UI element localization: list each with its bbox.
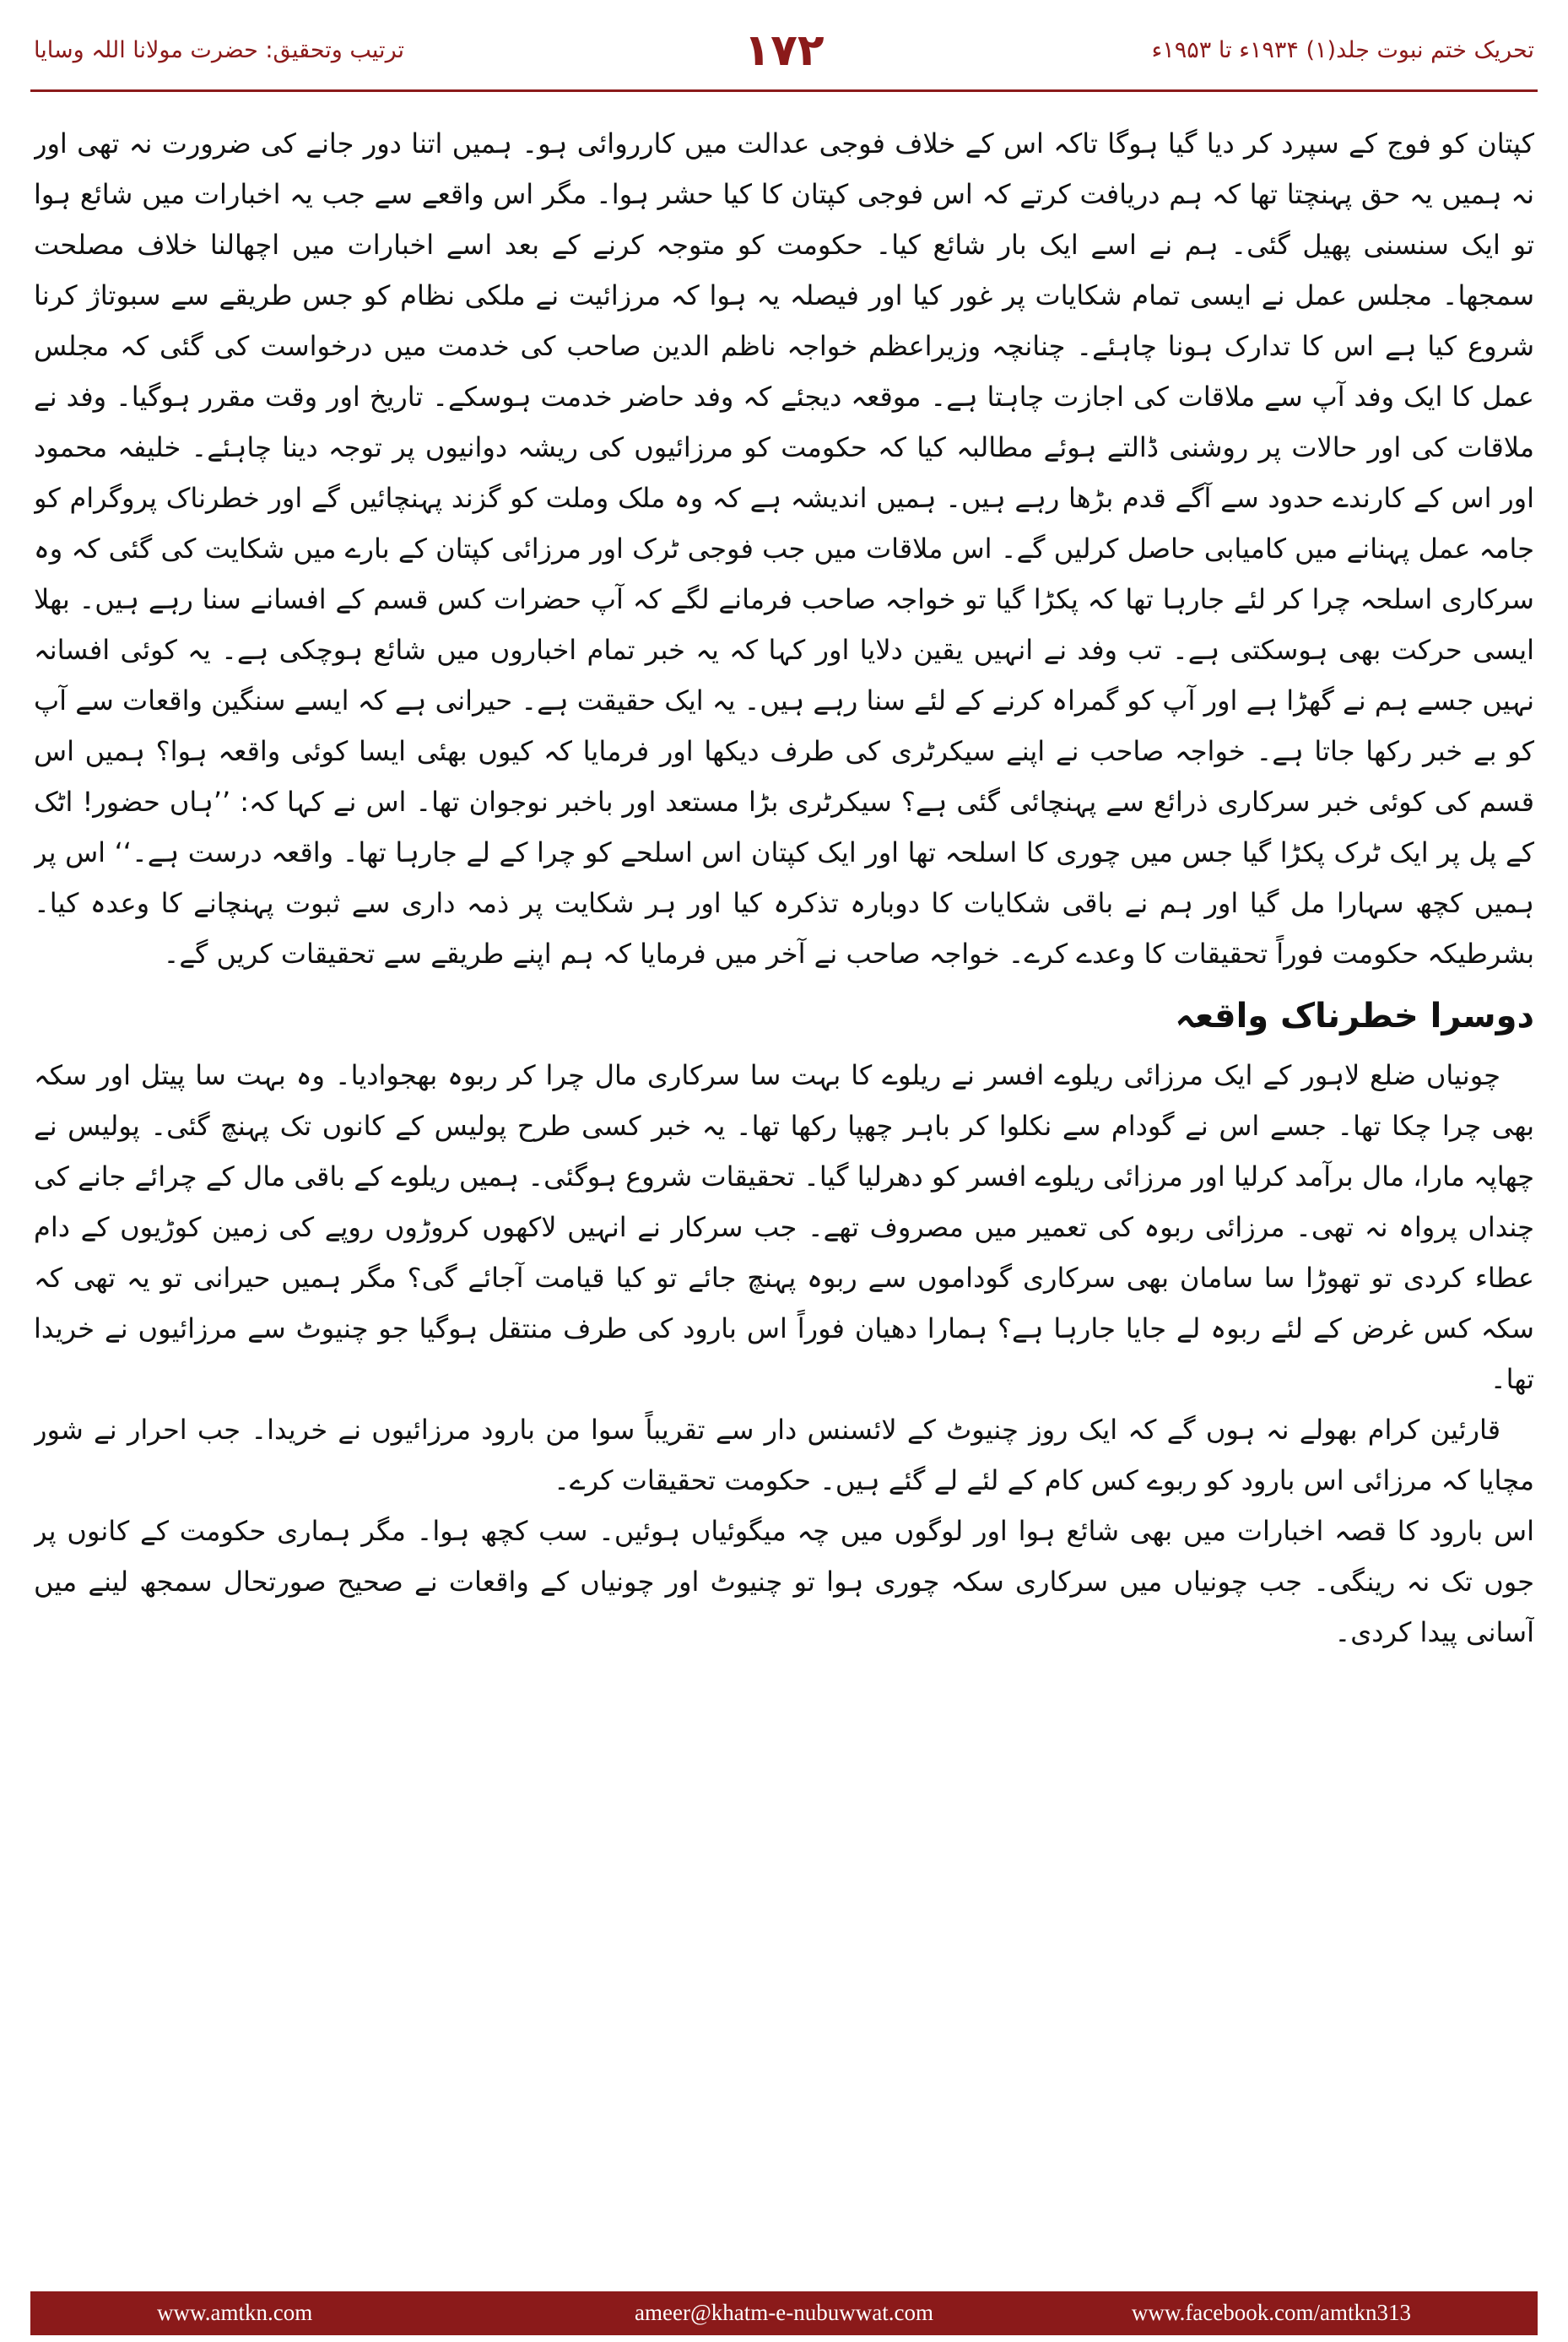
paragraph-2: چونیاں ضلع لاہور کے ایک مرزائی ریلوے افسر نے ریلوے کا بہت سا سرکاری مال چرا کر ربوہ بھجوادیا۔ وہ بہت سا پیتل اور سکہ بھی چرا چکا تھا۔ جسے اس نے گودام سے نکلوا کر باہر چھپا رکھا تھا۔ یہ خبر کسی طرح پولیس کے کانوں تک پہنچ گئی۔ پولیس نے چھاپہ مارا، مال برآمد کرلیا اور مرزائی ریلوے افسر کو دھرلیا گیا۔ تحقیقات شروع ہوگئی۔ ہمیں ریلوے کے باقی مال کے چرائے جانے کی چنداں پرواہ نہ تھی۔ مرزائی ربوہ کی تعمیر میں مصروف تھے۔ جب سرکار نے انہیں لاکھوں کروڑوں روپے کی زمین کوڑیوں کے دام عطاء کردی تو تھوڑا سا سامان بھی سرکاری گوداموں سے ربوہ پہنچ جائے تو کیا قیامت آجائے گی؟ مگر ہمیں حیرانی تو یہ تھی کہ سکہ کس غرض کے لئے ربوہ لے جایا جارہا ہے؟ ہمارا دھیان فوراً اس بارود کی طرف منتقل ہوگیا جو چنیوٹ سے مرزائیوں نے خریدا تھا۔ xyxy=(34,1059,1534,1395)
header-book-title: تحریک ختم نبوت جلد(۱) ۱۹۳۴ء تا ۱۹۵۳ء xyxy=(1151,37,1534,63)
paragraph-1: کپتان کو فوج کے سپرد کر دیا گیا ہوگا تاکہ اس کے خلاف فوجی عدالت میں کارروائی ہو۔ ہمیں اتنا دور جانے کی ضرورت نہ تھی اور نہ ہمیں یہ حق پہنچتا تھا کہ ہم دریافت کرتے کہ اس فوجی کپتان کا کیا حشر ہوا۔ مگر اس واقعے سے جب یہ اخبارات میں شائع ہوا تو ایک سنسنی پھیل گئی۔ ہم نے اسے ایک بار شائع کیا۔ حکومت کو متوجہ کرنے کے بعد اسے اخبارات میں اچھالنا خلاف مصلحت سمجھا۔ مجلس عمل نے ایسی تمام شکایات پر غور کیا اور فیصلہ یہ ہوا کہ مرزائیت نے ملکی نظام کو جس طریقے سے سبوتاژ کرنا شروع کیا ہے اس کا تدارک ہونا چاہئے۔ چنانچہ وزیراعظم خواجہ ناظم الدین صاحب کی خدمت میں درخواست کی گئی کہ مجلس عمل کا ایک وفد آپ سے ملاقات کی اجازت چاہتا ہے۔ موقعہ دیجئے کہ وفد حاضر خدمت ہوسکے۔ تاریخ اور وقت مقرر ہوگیا۔ وفد نے ملاقات کی اور حالات پر روشنی ڈالتے ہوئے مطالبہ کیا کہ حکومت کو مرزائیوں کی ریشہ دوانیوں پر توجہ دینا چاہئے۔ خلیفہ محمود اور اس کے کارندے حدود سے آگے قدم بڑھا رہے ہیں۔ ہمیں اندیشہ ہے کہ وہ ملک وملت کو گزند پہنچائیں گے اور خطرناک پروگرام کو جامہ عمل پہنانے میں کامیابی حاصل کرلیں گے۔ اس ملاقات میں جب فوجی ٹرک اور مرزائی کپتان کے بارے میں شکایت کی گئی کہ وہ سرکاری اسلحہ چرا کر لئے جارہا تھا کہ پکڑا گیا تو خواجہ صاحب فرمانے لگے کہ آپ حضرات کس قسم کے افسانے سنا رہے ہیں۔ بھلا ایسی حرکت بھی ہوسکتی ہے۔ تب وفد نے انہیں یقین دلایا اور کہا کہ یہ خبر تمام اخباروں میں شائع ہوچکی ہے۔ یہ کوئی افسانہ نہیں جسے ہم نے گھڑا ہے اور آپ کو گمراہ کرنے کے لئے سنا رہے ہیں۔ یہ ایک حقیقت ہے۔ حیرانی ہے کہ ایسے سنگین واقعات سے آپ کو بے خبر رکھا جاتا ہے۔ خواجہ صاحب نے اپنے سیکرٹری کی طرف دیکھا اور فرمایا کہ کیوں بھئی ایسا کوئی واقعہ ہوا؟ ہمیں اس قسم کی کوئی خبر سرکاری ذرائع سے پہنچائی گئی ہے؟ سیکرٹری بڑا مستعد اور باخبر نوجوان تھا۔ اس نے کہا کہ: ’’ہاں حضور! اٹک کے پل پر ایک ٹرک پکڑا گیا جس میں چوری کا اسلحہ تھا اور ایک کپتان اس اسلحے کو چرا کے لے جارہا تھا۔ واقعہ درست ہے۔‘‘ اس پر ہمیں کچھ سہارا مل گیا اور ہم نے باقی شکایات کا دوبارہ تذکرہ کیا اور ہر شکایت پر ذمہ داری سے ثبوت پہنچانے کا وعدہ کیا۔ بشرطیکہ حکومت فوراً تحقیقات کا وعدے کرے۔ خواجہ صاحب نے آخر میں فرمایا کہ ہم اپنے طریقے سے تحقیقات کریں گے۔ xyxy=(34,127,1534,970)
paragraph-3: قارئین کرام بھولے نہ ہوں گے کہ ایک روز چنیوٹ کے لائسنس دار سے تقریباً سوا من بارود مرزائیوں نے خریدا۔ جب احرار نے شور مچایا کہ مرزائی اس بارود کو ربوے کس کام کے لئے لے گئے ہیں۔ حکومت تحقیقات کرے۔ xyxy=(34,1414,1534,1496)
page-header xyxy=(34,25,1534,84)
page-number: ۱۷۲ xyxy=(743,25,825,76)
footer-facebook-link[interactable]: www.facebook.com/amtkn313 xyxy=(1131,2300,1411,2325)
page-body xyxy=(34,118,1534,2220)
page-footer xyxy=(30,2291,1538,2335)
header-compiler: ترتیب وتحقیق: حضرت مولانا اللہ وسایا xyxy=(34,37,404,63)
section-heading: دوسرا خطرناک واقعہ xyxy=(1175,997,1534,1036)
paragraph-4: اس بارود کا قصہ اخبارات میں بھی شائع ہوا اور لوگوں میں چہ میگوئیاں ہوئیں۔ سب کچھ ہوا۔ مگر ہماری حکومت کے کانوں پر جوں تک نہ رینگی۔ جب چونیاں میں سرکاری سکہ چوری ہوا تو چنیوٹ اور چونیاں کے واقعات نے صحیح صورتحال سمجھ لینے میں آسانی پیدا کردی۔ xyxy=(34,1515,1534,1648)
footer-email-link[interactable]: ameer@khatm-e-nubuwwat.com xyxy=(635,2300,933,2325)
footer-website-link[interactable]: www.amtkn.com xyxy=(157,2300,313,2325)
header-divider xyxy=(30,89,1538,92)
